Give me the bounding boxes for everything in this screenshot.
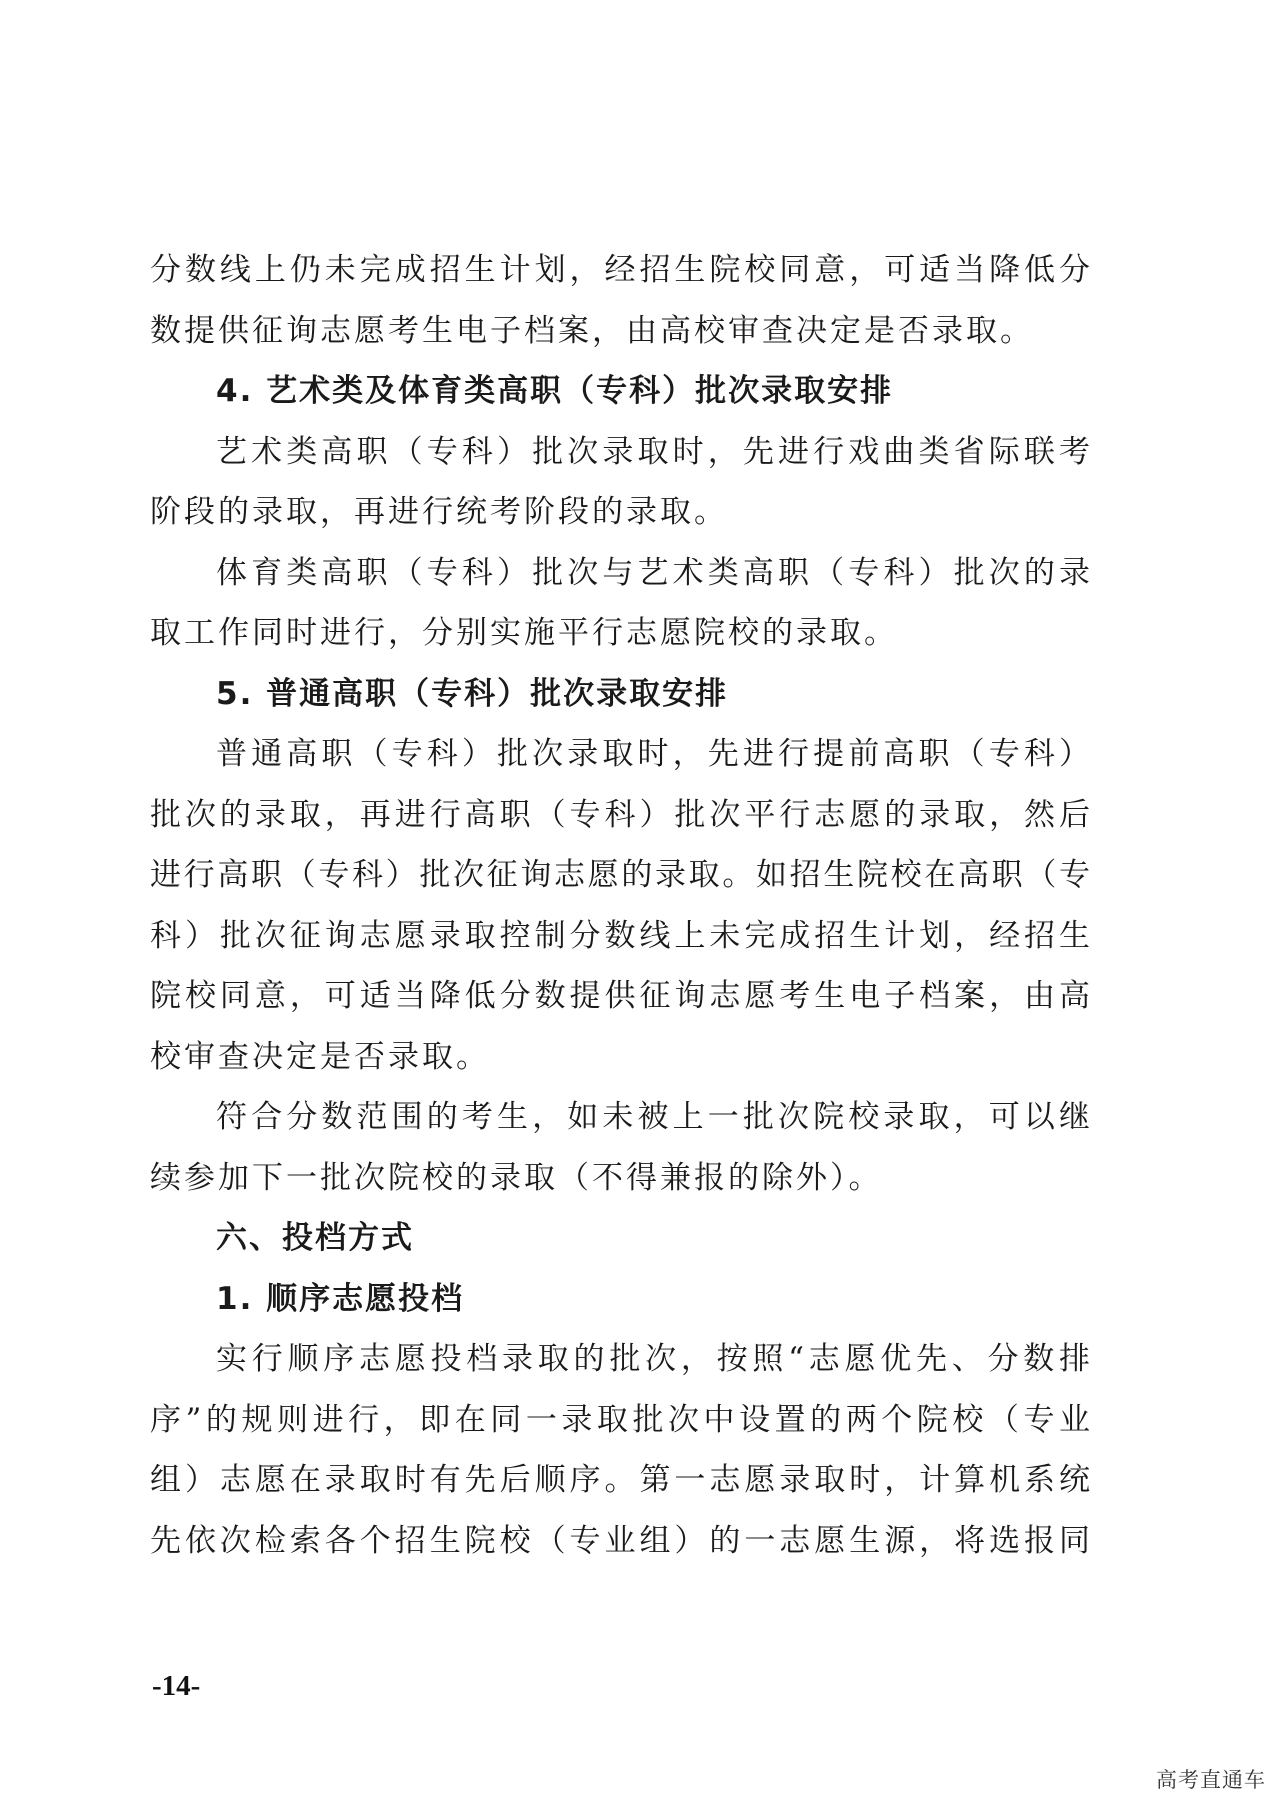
body-text-line: 科）批次征询志愿录取控制分数线上未完成招生计划，经招生 <box>150 917 1090 954</box>
section-heading: 4. 艺术类及体育类高职（专科）批次录取安排 <box>216 373 894 409</box>
body-text-line: 续参加下一批次院校的录取（不得兼报的除外）。 <box>150 1159 883 1196</box>
body-text-line: 取工作同时进行，分别实施平行志愿院校的录取。 <box>150 615 898 651</box>
body-text-line: 序”的规则进行，即在同一录取批次中设置的两个院校（专业 <box>150 1401 1090 1438</box>
body-text-line: 符合分数范围的考生，如未被上一批次院校录取，可以继 <box>216 1099 1090 1135</box>
body-text-line: 体育类高职（专科）批次与艺术类高职（专科）批次的录 <box>216 554 1090 591</box>
body-text-line: 分数线上仍未完成招生计划，经招生院校同意，可适当降低分 <box>150 252 1090 288</box>
body-text-line: 先依次检索各个招生院校（专业组）的一志愿生源，将选报同 <box>150 1522 1090 1559</box>
body-text-line: 进行高职（专科）批次征询志愿的录取。如招生院校在高职（专 <box>150 857 1090 893</box>
page-number: -14- <box>152 1670 201 1702</box>
section-heading: 1. 顺序志愿投档 <box>216 1280 465 1317</box>
section-heading: 5. 普通高职（专科）批次录取安排 <box>216 675 729 712</box>
body-text-line: 校审查决定是否录取。 <box>150 1038 490 1075</box>
body-text-line: 数提供征询志愿考生电子档案，由高校审查决定是否录取。 <box>150 312 1034 349</box>
body-text-line: 阶段的录取，再进行统考阶段的录取。 <box>150 494 728 530</box>
section-heading: 六、投档方式 <box>216 1220 414 1256</box>
document-body <box>150 240 1090 1571</box>
body-text-line: 批次的录取，再进行高职（专科）批次平行志愿的录取，然后 <box>150 796 1090 833</box>
body-text-line: 院校同意，可适当降低分数提供征询志愿考生电子档案，由高 <box>150 978 1090 1014</box>
body-text-line: 组）志愿在录取时有先后顺序。第一志愿录取时，计算机系统 <box>150 1462 1090 1498</box>
body-text-line: 普通高职（专科）批次录取时，先进行提前高职（专科） <box>216 736 1090 772</box>
body-text-line: 实行顺序志愿投档录取的批次，按照“志愿优先、分数排 <box>216 1341 1090 1377</box>
watermark-text: 高考直通车 <box>1156 1768 1266 1792</box>
body-text-line: 艺术类高职（专科）批次录取时，先进行戏曲类省际联考 <box>216 433 1090 470</box>
